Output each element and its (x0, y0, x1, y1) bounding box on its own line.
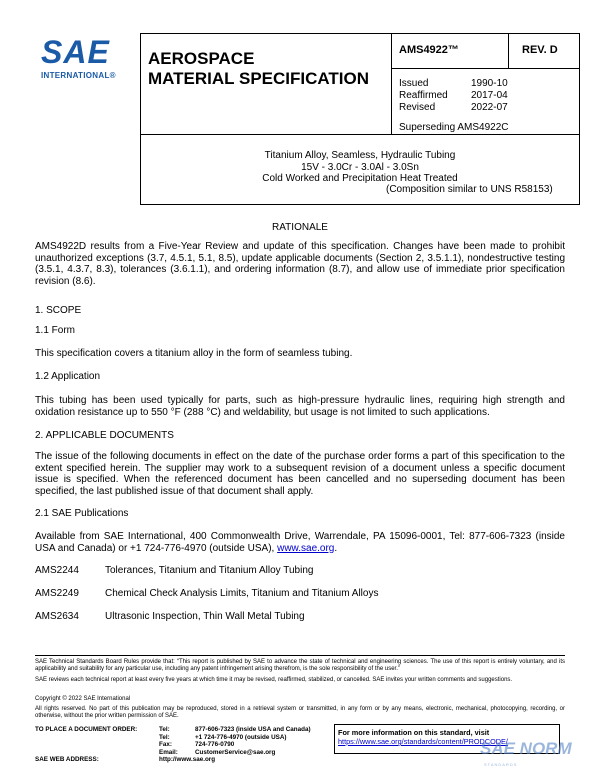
subsection-heading: 2.1 SAE Publications (35, 508, 129, 519)
section-heading: 1. SCOPE (35, 305, 82, 316)
rationale-text: AMS4922D results from a Five-Year Review and update of this specification. Changes have been made to prohibit unauthorized exceptions (3.7, 4.5.1, 5.1, 8.5), update applicable documents (Section 2, 3.5.1.1), nondestructive testing (3.5.1, 4.3.7, 8.3), tolerances (3.6.1.1), and ordering information (8.7), and allow use of immediate prior specification revision (8.6). (35, 241, 565, 287)
standard-link[interactable]: https://www.sae.org/standards/content/PRODCODE/ (338, 737, 508, 746)
history-row: Issued 1990-10 (399, 78, 508, 89)
email-link[interactable]: CustomerService@sae.org (195, 748, 276, 756)
paragraph: Available from SAE International, 400 Commonwealth Drive, Warrendale, PA 15096-0001, Tel: 877-606-7323 (inside USA and Canada) or +1 724-776-4970 (outside USA), www.sae.org. (35, 531, 565, 554)
order-contact: TO PLACE A DOCUMENT ORDER: Tel: 877-606-7323 (inside USA and Canada) Tel: +1 724-776-4970 (outside USA) Fax: 724-776-0790 Email: CustomerService@sae.org SAE WEB ADDRESS: http://www.sae.org (35, 726, 311, 763)
superseding-note: Superseding AMS4922C (399, 122, 509, 133)
history-row: Reaffirmed 2017-04 (399, 90, 508, 101)
rationale-heading: RATIONALE (272, 222, 328, 233)
reference-row (35, 611, 305, 622)
header-divider (508, 33, 509, 68)
title-line-2: MATERIAL SPECIFICATION (148, 69, 369, 88)
sae-logo: SAE (41, 34, 110, 70)
history-row: Revised 2022-07 (399, 102, 508, 113)
revision-label: REV. D (522, 44, 558, 56)
subject-composition: (Composition similar to UNS R58153) (386, 184, 553, 195)
paragraph: The issue of the following documents in effect on the date of the purchase order forms a part of this specification to the extent specified herein. The supplier may work to a subsequent revision of a document unless a specific document issue is specified. When the referenced document has been cancelled and no superseding document has been specified, the last published issue of that document shall apply. (35, 451, 565, 497)
footer-copyright: Copyright © 2022 SAE International (35, 696, 131, 702)
reference-code: AMS2244 (35, 565, 79, 576)
reference-row (35, 588, 378, 599)
reference-title: Tolerances, Titanium and Titanium Alloy Tubing (105, 565, 314, 576)
footer-rule (35, 655, 565, 656)
footer-rules-text: SAE Technical Standards Board Rules provide that: “This report is published by SAE to advance the state of technical and engineering sciences. The use of this report is entirely voluntary, and its applicability and suitability for any particular use, including any patent infringement arising therefrom, is the sole responsibility of the user.” (35, 659, 565, 672)
reference-code: AMS2634 (35, 611, 79, 622)
document-type-title (148, 49, 369, 89)
revision-history (399, 78, 508, 114)
header-divider (391, 68, 580, 69)
reference-title: Chemical Check Analysis Limits, Titanium and Titanium Alloys (105, 588, 379, 599)
subject-title (140, 150, 580, 185)
watermark-subtitle: STANDARDS (484, 762, 518, 767)
subject-line: 15V - 3.0Cr - 3.0Al - 3.0Sn (301, 161, 419, 173)
reference-row (35, 565, 313, 576)
subject-line: Titanium Alloy, Seamless, Hydraulic Tubing (264, 150, 456, 161)
sae-website-link[interactable]: www.sae.org (277, 542, 335, 554)
reference-code: AMS2249 (35, 588, 79, 599)
document-number: AMS4922™ (399, 44, 459, 56)
web-link[interactable]: http://www.sae.org (159, 756, 216, 763)
watermark-logo: SAE NORM (480, 739, 572, 758)
more-info-title: For more information on this standard, visit (338, 728, 490, 737)
sae-logo-subtitle: INTERNATIONAL® (41, 71, 116, 80)
header-divider (391, 33, 392, 135)
paragraph: This specification covers a titanium alloy in the form of seamless tubing. (35, 348, 353, 359)
section-heading: 2. APPLICABLE DOCUMENTS (35, 430, 174, 441)
footer-review-text: SAE reviews each technical report at least every five years at which time it may be revised, reaffirmed, stabilized, or cancelled. SAE invites your written comments and suggestions. (35, 677, 513, 683)
title-line-1: AEROSPACE (148, 49, 255, 68)
footer-rights-text: All rights reserved. No part of this publication may be reproduced, stored in a retrieval system or transmitted, in any form or by any means, electronic, mechanical, photocopying, recording, or otherwise, without the prior written permission of SAE. (35, 706, 565, 719)
paragraph: This tubing has been used typically for parts, such as high-pressure hydraulic lines, requiring high strength and oxidation resistance up to 550 °F (288 °C) and weldability, but usage is not limited to such applications. (35, 395, 565, 418)
subject-line: Cold Worked and Precipitation Heat Treated (262, 173, 458, 184)
reference-title: Ultrasonic Inspection, Thin Wall Metal Tubing (105, 611, 305, 622)
subsection-heading: 1.2 Application (35, 371, 101, 382)
subsection-heading: 1.1 Form (35, 325, 76, 336)
